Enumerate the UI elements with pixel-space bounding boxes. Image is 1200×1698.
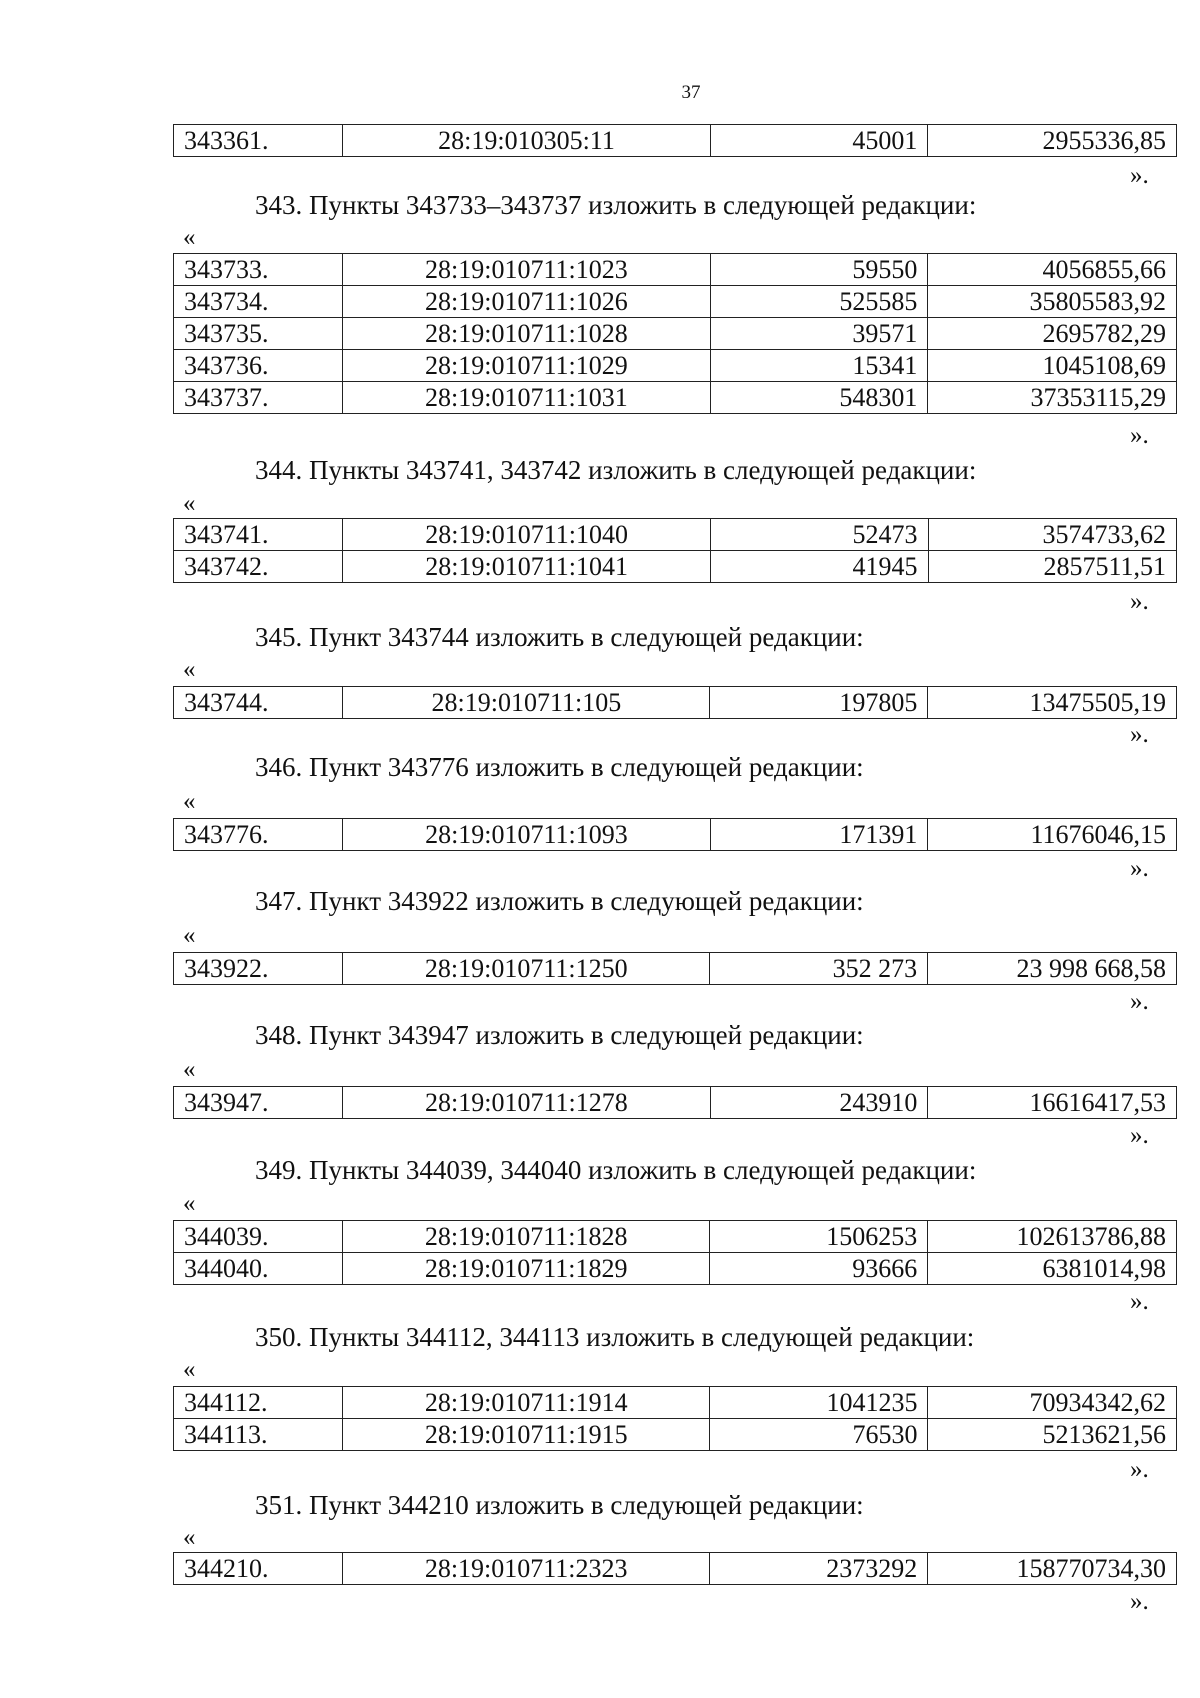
cadastral-number-cell: 28:19:010711:1093: [343, 819, 710, 851]
value-cell: 2955336,85: [928, 125, 1177, 157]
value-cell: 35805583,92: [928, 286, 1177, 318]
row-number-cell: 343947.: [174, 1087, 343, 1119]
area-cell: 59550: [710, 254, 928, 286]
area-cell: 352 273: [710, 953, 928, 985]
table-row: [174, 819, 1177, 851]
section-heading: 343. Пункты 343733–343737 изложить в следующей редакции:: [255, 190, 977, 220]
section-heading: 348. Пункт 343947 изложить в следующей редакции:: [255, 1020, 864, 1050]
cadastral-number-cell: 28:19:010711:1026: [343, 286, 710, 318]
area-cell: 1041235: [710, 1387, 928, 1419]
value-cell: 13475505,19: [928, 687, 1177, 719]
section-heading: 346. Пункт 343776 изложить в следующей редакции:: [255, 752, 864, 782]
value-cell: 158770734,30: [928, 1553, 1177, 1585]
opening-quote: «: [183, 490, 196, 517]
table-row: [174, 382, 1177, 414]
area-cell: 171391: [710, 819, 928, 851]
section-heading: 350. Пункты 344112, 344113 изложить в следующей редакции:: [255, 1322, 975, 1352]
section-heading: 344. Пункты 343741, 343742 изложить в следующей редакции:: [255, 455, 977, 485]
cadastral-number-cell: 28:19:010711:2323: [343, 1553, 710, 1585]
table-row: [174, 1419, 1177, 1451]
section-heading: 349. Пункты 344039, 344040 изложить в следующей редакции:: [255, 1155, 977, 1185]
data-table: [173, 818, 1177, 851]
area-cell: 76530: [710, 1419, 928, 1451]
closing-quote: ».: [1130, 588, 1149, 615]
data-table: [173, 518, 1177, 583]
value-cell: 2857511,51: [928, 551, 1176, 583]
row-number-cell: 344113.: [174, 1419, 343, 1451]
value-cell: 1045108,69: [928, 350, 1177, 382]
row-number-cell: 343737.: [174, 382, 343, 414]
value-cell: 3574733,62: [928, 519, 1176, 551]
row-number-cell: 344210.: [174, 1553, 343, 1585]
section-heading: 347. Пункт 343922 изложить в следующей редакции:: [255, 886, 864, 916]
row-number-cell: 343733.: [174, 254, 343, 286]
area-cell: 548301: [710, 382, 928, 414]
value-cell: 23 998 668,58: [928, 953, 1177, 985]
value-cell: 102613786,88: [928, 1221, 1177, 1253]
area-cell: 1506253: [710, 1221, 928, 1253]
closing-quote: ».: [1130, 1588, 1149, 1615]
area-cell: 197805: [710, 687, 928, 719]
value-cell: 4056855,66: [928, 254, 1177, 286]
row-number-cell: 344112.: [174, 1387, 343, 1419]
row-number-cell: 343734.: [174, 286, 343, 318]
row-number-cell: 344039.: [174, 1221, 343, 1253]
row-number-cell: 343776.: [174, 819, 343, 851]
cadastral-number-cell: 28:19:010711:1028: [343, 318, 710, 350]
value-cell: 2695782,29: [928, 318, 1177, 350]
section-heading: 351. Пункт 344210 изложить в следующей редакции:: [255, 1490, 864, 1520]
table-row: [174, 1221, 1177, 1253]
closing-quote: ».: [1130, 422, 1149, 449]
section-heading: 345. Пункт 343744 изложить в следующей редакции:: [255, 622, 864, 652]
table-row: [174, 318, 1177, 350]
closing-quote: ».: [1130, 721, 1149, 748]
row-number-cell: 344040.: [174, 1253, 343, 1285]
row-number-cell: 343736.: [174, 350, 343, 382]
row-number-cell: 343922.: [174, 953, 343, 985]
data-table: [173, 686, 1177, 719]
value-cell: 37353115,29: [928, 382, 1177, 414]
table-row: [174, 1087, 1177, 1119]
cadastral-number-cell: 28:19:010711:1031: [343, 382, 710, 414]
opening-quote: «: [183, 1356, 196, 1383]
row-number-cell: 343742.: [174, 551, 343, 583]
value-cell: 5213621,56: [928, 1419, 1177, 1451]
cadastral-number-cell: 28:19:010711:1914: [343, 1387, 710, 1419]
opening-quote: «: [183, 1524, 196, 1551]
table-row: [174, 1387, 1177, 1419]
table-row: [174, 254, 1177, 286]
table-row: [174, 286, 1177, 318]
data-table: [173, 253, 1177, 414]
table-row: [174, 551, 1177, 583]
value-cell: 16616417,53: [928, 1087, 1177, 1119]
closing-quote: ».: [1130, 1456, 1149, 1483]
value-cell: 11676046,15: [928, 819, 1177, 851]
row-number-cell: 343361.: [174, 125, 343, 157]
data-table: [173, 1086, 1177, 1119]
opening-quote: «: [183, 1190, 196, 1217]
closing-quote: ».: [1130, 1122, 1149, 1149]
table-row: [174, 350, 1177, 382]
data-table: [173, 124, 1177, 157]
area-cell: 39571: [710, 318, 928, 350]
cadastral-number-cell: 28:19:010711:1915: [343, 1419, 710, 1451]
area-cell: 93666: [710, 1253, 928, 1285]
opening-quote: «: [183, 922, 196, 949]
table-row: [174, 1553, 1177, 1585]
opening-quote: «: [183, 224, 196, 251]
row-number-cell: 343744.: [174, 687, 343, 719]
page-number: 37: [681, 82, 701, 103]
area-cell: 52473: [710, 519, 928, 551]
closing-quote: ».: [1130, 162, 1149, 189]
closing-quote: ».: [1130, 855, 1149, 882]
cadastral-number-cell: 28:19:010711:1029: [343, 350, 710, 382]
area-cell: 243910: [710, 1087, 928, 1119]
table-row: [174, 953, 1177, 985]
row-number-cell: 343735.: [174, 318, 343, 350]
closing-quote: ».: [1130, 988, 1149, 1015]
table-row: [174, 687, 1177, 719]
cadastral-number-cell: 28:19:010711:1041: [343, 551, 710, 583]
table-row: [174, 519, 1177, 551]
area-cell: 2373292: [710, 1553, 928, 1585]
value-cell: 6381014,98: [928, 1253, 1177, 1285]
area-cell: 15341: [710, 350, 928, 382]
opening-quote: «: [183, 788, 196, 815]
data-table: [173, 952, 1177, 985]
data-table: [173, 1220, 1177, 1285]
area-cell: 525585: [710, 286, 928, 318]
cadastral-number-cell: 28:19:010711:1250: [343, 953, 710, 985]
row-number-cell: 343741.: [174, 519, 343, 551]
cadastral-number-cell: 28:19:010711:1040: [343, 519, 710, 551]
data-table: [173, 1386, 1177, 1451]
opening-quote: «: [183, 1056, 196, 1083]
area-cell: 45001: [710, 125, 928, 157]
cadastral-number-cell: 28:19:010305:11: [343, 125, 710, 157]
data-table: [173, 1552, 1177, 1585]
value-cell: 70934342,62: [928, 1387, 1177, 1419]
table-row: [174, 1253, 1177, 1285]
cadastral-number-cell: 28:19:010711:1829: [343, 1253, 710, 1285]
table-row: [174, 125, 1177, 157]
cadastral-number-cell: 28:19:010711:105: [343, 687, 710, 719]
area-cell: 41945: [710, 551, 928, 583]
cadastral-number-cell: 28:19:010711:1828: [343, 1221, 710, 1253]
cadastral-number-cell: 28:19:010711:1023: [343, 254, 710, 286]
opening-quote: «: [183, 656, 196, 683]
closing-quote: ».: [1130, 1288, 1149, 1315]
cadastral-number-cell: 28:19:010711:1278: [343, 1087, 710, 1119]
